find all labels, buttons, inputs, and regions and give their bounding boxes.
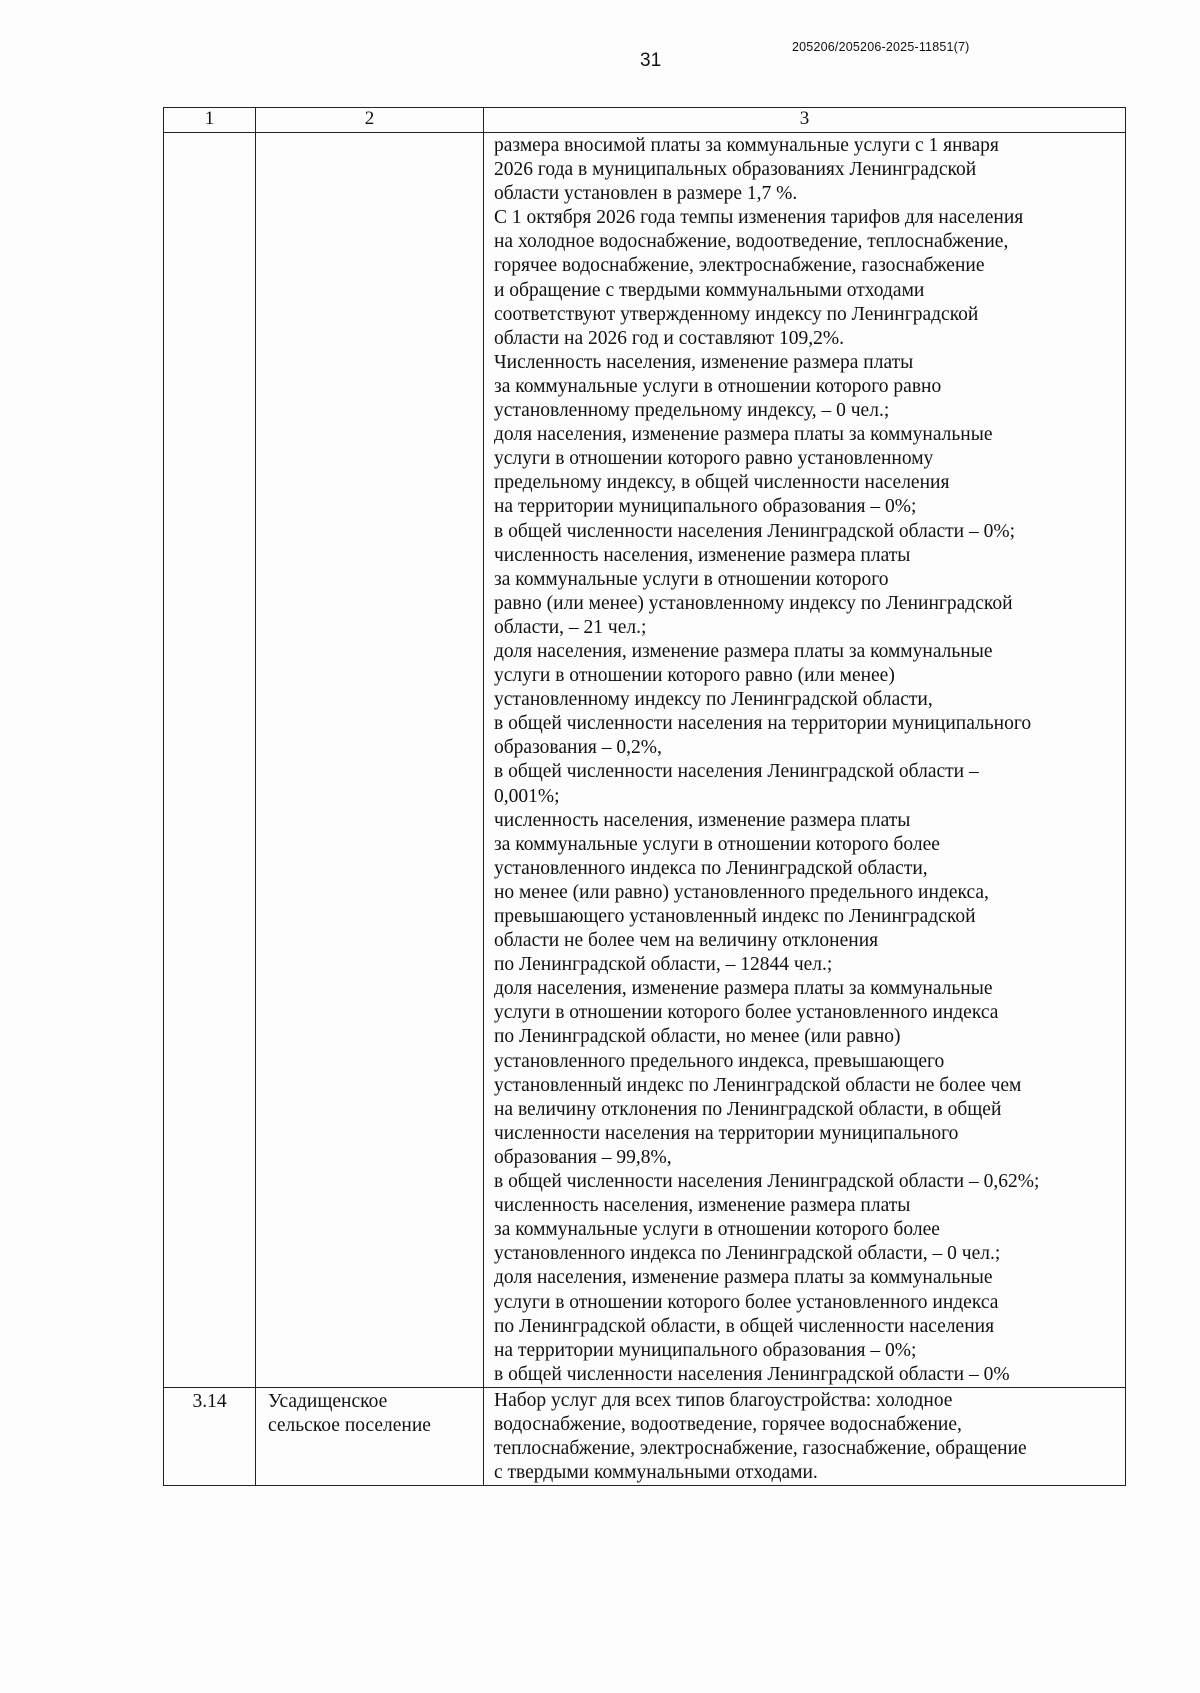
page-number: 31: [640, 50, 662, 71]
text-line: за коммунальные услуги в отношении которого: [494, 568, 889, 590]
text-line: области установлен в размере 1,7 %.: [494, 183, 798, 205]
text-line: по Ленинградской области, в общей численности населения: [494, 1315, 995, 1337]
text-line: за коммунальные услуги в отношении которого равно: [494, 375, 942, 397]
text-line: в общей численности населения Ленинградской области – 0,62%;: [494, 1171, 1040, 1193]
text-line: услуги в отношении которого более установленного индекса: [494, 1291, 999, 1313]
text-line: Набор услуг для всех типов благоустройства: холодное: [494, 1389, 953, 1411]
text-line: установленного индекса по Ленинградской области, – 0 чел.;: [494, 1243, 1001, 1265]
text-line: но менее (или равно) установленного предельного индекса,: [494, 881, 989, 903]
text-line: С 1 октября 2026 года темпы изменения тарифов для населения: [494, 207, 1024, 229]
text-line: размера вносимой платы за коммунальные услуги с 1 января: [494, 135, 999, 156]
name-line: Усадищенское: [268, 1390, 388, 1412]
text-line: на величину отклонения по Ленинградской области, в общей: [494, 1098, 1002, 1120]
text-line: образования – 99,8%,: [494, 1146, 672, 1168]
header-col-2: 2: [256, 108, 484, 133]
text-line: теплоснабжение, электроснабжение, газоснабжение, обращение: [494, 1438, 1027, 1460]
text-line: численность населения, изменение размера платы: [494, 544, 911, 566]
text-line: горячее водоснабжение, электроснабжение, газоснабжение: [494, 255, 985, 277]
text-line: 2026 года в муниципальных образованиях Ленинградской: [494, 159, 977, 181]
text-line: установленному индексу по Ленинградской области,: [494, 689, 933, 711]
text-line: доля населения, изменение размера платы за коммунальные: [494, 978, 993, 1000]
row-name-cell: [256, 1387, 484, 1485]
document-id: 205206/205206-2025-11851(7): [792, 40, 970, 54]
text-line: водоснабжение, водоотведение, горячее водоснабжение,: [494, 1413, 962, 1435]
header-col-3: 3: [484, 108, 1126, 133]
text-line: установленного предельного индекса, превышающего: [494, 1050, 945, 1072]
text-line: с твердыми коммунальными отходами.: [494, 1462, 818, 1484]
row-text-cell: [484, 133, 1126, 1388]
text-line: установленного индекса по Ленинградской области,: [494, 857, 928, 879]
name-line: сельское поселение: [268, 1414, 431, 1436]
text-line: области, – 21 чел.;: [494, 616, 647, 638]
row-number-cell: 3.14: [164, 1387, 256, 1485]
text-line: численность населения, изменение размера платы: [494, 809, 911, 831]
text-line: образования – 0,2%,: [494, 737, 662, 759]
text-line: на территории муниципального образования – 0%;: [494, 1339, 917, 1361]
row-number-cell: [164, 133, 256, 1388]
text-line: по Ленинградской области, – 12844 чел.;: [494, 954, 833, 976]
row-name-cell: [256, 133, 484, 1388]
text-line: численность населения, изменение размера платы: [494, 1195, 911, 1217]
text-line: на территории муниципального образования – 0%;: [494, 496, 917, 518]
text-line: области на 2026 год и составляют 109,2%.: [494, 327, 845, 349]
text-line: за коммунальные услуги в отношении которого более: [494, 1219, 940, 1241]
table-header-row: [164, 108, 1126, 133]
text-line: в общей численности населения Ленинградской области – 0%: [494, 1363, 1010, 1385]
text-line: Численность населения, изменение размера платы: [494, 351, 914, 373]
text-line: соответствуют утвержденному индексу по Ленинградской: [494, 303, 979, 325]
text-line: доля населения, изменение размера платы за коммунальные: [494, 640, 993, 662]
table-row: [164, 1387, 1126, 1485]
data-table: [163, 107, 1126, 1486]
text-line: по Ленинградской области, но менее (или равно): [494, 1026, 901, 1048]
text-line: предельному индексу, в общей численности населения: [494, 472, 950, 494]
text-line: на холодное водоснабжение, водоотведение, теплоснабжение,: [494, 231, 1009, 253]
text-line: области не более чем на величину отклонения: [494, 930, 879, 952]
text-line: в общей численности населения Ленинградской области – 0%;: [494, 520, 1016, 542]
text-line: равно (или менее) установленному индексу по Ленинградской: [494, 592, 1013, 614]
text-line: доля населения, изменение размера платы за коммунальные: [494, 424, 993, 446]
text-line: услуги в отношении которого более установленного индекса: [494, 1002, 999, 1024]
text-line: численности населения на территории муниципального: [494, 1122, 959, 1144]
text-line: установленный индекс по Ленинградской области не более чем: [494, 1074, 1022, 1096]
text-line: за коммунальные услуги в отношении которого более: [494, 833, 940, 855]
text-line: установленному предельному индексу, – 0 чел.;: [494, 400, 890, 422]
text-line: в общей численности населения на территории муниципального: [494, 713, 1032, 735]
text-line: 0,001%;: [494, 785, 560, 807]
header-col-1: 1: [164, 108, 256, 133]
table-row: [164, 133, 1126, 1388]
text-line: превышающего установленный индекс по Ленинградской: [494, 906, 976, 927]
row-text-cell: [484, 1387, 1126, 1485]
text-line: в общей численности населения Ленинградской области –: [494, 761, 979, 783]
text-line: и обращение с твердыми коммунальными отходами: [494, 279, 925, 301]
text-line: услуги в отношении которого равно установленному: [494, 448, 934, 470]
text-line: доля населения, изменение размера платы за коммунальные: [494, 1267, 993, 1289]
text-line: услуги в отношении которого равно (или менее): [494, 665, 895, 687]
